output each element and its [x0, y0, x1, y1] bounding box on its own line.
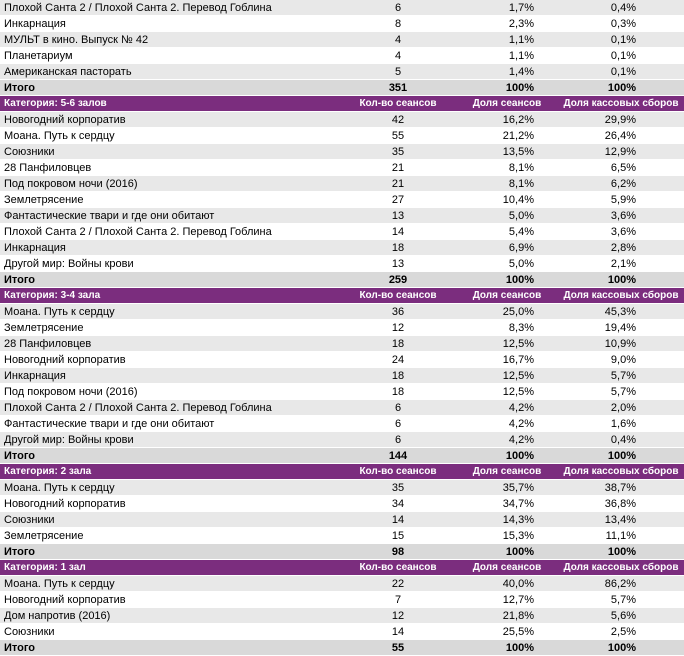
table-row: [0, 608, 684, 624]
column-header-share: Доля сеансов: [456, 560, 558, 576]
table-row: [0, 304, 684, 320]
film-title: Моана. Путь к сердцу: [0, 128, 340, 144]
sessions-count: 55: [340, 128, 456, 144]
sessions-share: 25,5%: [456, 624, 558, 640]
sessions-count: 6: [340, 416, 456, 432]
sessions-share: 13,5%: [456, 144, 558, 160]
box-office-share: 3,6%: [558, 208, 684, 224]
sessions-share: 8,3%: [456, 320, 558, 336]
box-office-share: 5,7%: [558, 592, 684, 608]
total-sessions: 351: [340, 80, 456, 96]
table-row: [0, 528, 684, 544]
sessions-count: 21: [340, 160, 456, 176]
total-sessions: 259: [340, 272, 456, 288]
sessions-share: 5,0%: [456, 256, 558, 272]
box-office-share: 0,3%: [558, 16, 684, 32]
column-header-sessions: Кол-во сеансов: [340, 288, 456, 304]
category-header: [0, 560, 684, 576]
table-row: [0, 256, 684, 272]
box-office-share: 0,1%: [558, 48, 684, 64]
film-title: Под покровом ночи (2016): [0, 176, 340, 192]
table-row: [0, 16, 684, 32]
sessions-share: 10,4%: [456, 192, 558, 208]
table-row: [0, 384, 684, 400]
sessions-share: 35,7%: [456, 480, 558, 496]
column-header-box-office: Доля кассовых сборов: [558, 96, 684, 112]
film-title: Землетрясение: [0, 192, 340, 208]
box-office-share: 19,4%: [558, 320, 684, 336]
column-header-share: Доля сеансов: [456, 288, 558, 304]
sessions-count: 21: [340, 176, 456, 192]
box-office-share: 9,0%: [558, 352, 684, 368]
box-office-share: 6,5%: [558, 160, 684, 176]
sessions-count: 35: [340, 480, 456, 496]
film-title: 28 Панфиловцев: [0, 336, 340, 352]
sessions-count: 14: [340, 224, 456, 240]
sessions-count: 34: [340, 496, 456, 512]
sessions-count: 22: [340, 576, 456, 592]
total-share: 100%: [456, 448, 558, 464]
sessions-count: 6: [340, 0, 456, 16]
total-share: 100%: [456, 80, 558, 96]
sessions-count: 4: [340, 32, 456, 48]
sessions-count: 7: [340, 592, 456, 608]
total-row: [0, 80, 684, 96]
table-row: [0, 576, 684, 592]
film-title: Моана. Путь к сердцу: [0, 480, 340, 496]
total-label: Итого: [0, 544, 340, 560]
table-row: [0, 176, 684, 192]
film-title: Дом напротив (2016): [0, 608, 340, 624]
table-row: [0, 624, 684, 640]
sessions-count: 5: [340, 64, 456, 80]
film-title: Американская пасторать: [0, 64, 340, 80]
table-row: [0, 160, 684, 176]
total-row: [0, 272, 684, 288]
table-row: [0, 32, 684, 48]
sessions-count: 13: [340, 208, 456, 224]
box-office-share: 86,2%: [558, 576, 684, 592]
film-title: Под покровом ночи (2016): [0, 384, 340, 400]
table-row: [0, 224, 684, 240]
sessions-share: 6,9%: [456, 240, 558, 256]
sessions-count: 13: [340, 256, 456, 272]
film-title: Фантастические твари и где они обитают: [0, 416, 340, 432]
sessions-share: 14,3%: [456, 512, 558, 528]
sessions-share: 1,4%: [456, 64, 558, 80]
total-box-office: 100%: [558, 272, 684, 288]
sessions-count: 6: [340, 432, 456, 448]
column-header-box-office: Доля кассовых сборов: [558, 560, 684, 576]
table-row: [0, 496, 684, 512]
table-row: [0, 352, 684, 368]
table-row: [0, 128, 684, 144]
film-title: Инкарнация: [0, 368, 340, 384]
total-row: [0, 640, 684, 656]
sessions-share: 1,1%: [456, 32, 558, 48]
table-row: [0, 240, 684, 256]
box-office-share: 2,1%: [558, 256, 684, 272]
sessions-share: 34,7%: [456, 496, 558, 512]
film-title: Планетариум: [0, 48, 340, 64]
total-box-office: 100%: [558, 80, 684, 96]
film-title: Новогодний корпоратив: [0, 112, 340, 128]
film-title: Плохой Санта 2 / Плохой Санта 2. Перевод Гоблина: [0, 224, 340, 240]
film-title: Другой мир: Войны крови: [0, 432, 340, 448]
box-office-share: 2,8%: [558, 240, 684, 256]
table-row: [0, 368, 684, 384]
sessions-share: 25,0%: [456, 304, 558, 320]
box-office-share: 0,4%: [558, 432, 684, 448]
total-label: Итого: [0, 80, 340, 96]
total-box-office: 100%: [558, 544, 684, 560]
table-row: [0, 400, 684, 416]
sessions-count: 24: [340, 352, 456, 368]
sessions-share: 12,5%: [456, 336, 558, 352]
film-title: МУЛЬТ в кино. Выпуск № 42: [0, 32, 340, 48]
table-row: [0, 512, 684, 528]
column-header-box-office: Доля кассовых сборов: [558, 288, 684, 304]
sessions-share: 4,2%: [456, 400, 558, 416]
box-office-share: 11,1%: [558, 528, 684, 544]
film-title: Моана. Путь к сердцу: [0, 576, 340, 592]
sessions-share: 5,4%: [456, 224, 558, 240]
total-sessions: 144: [340, 448, 456, 464]
sessions-share: 21,8%: [456, 608, 558, 624]
box-office-share: 5,7%: [558, 384, 684, 400]
sessions-count: 8: [340, 16, 456, 32]
total-share: 100%: [456, 640, 558, 656]
table-row: [0, 336, 684, 352]
box-office-share: 5,7%: [558, 368, 684, 384]
category-title: Категория: 5-6 залов: [0, 96, 340, 112]
column-header-sessions: Кол-во сеансов: [340, 96, 456, 112]
sessions-share: 16,2%: [456, 112, 558, 128]
box-office-share: 29,9%: [558, 112, 684, 128]
sessions-count: 18: [340, 240, 456, 256]
sessions-count: 42: [340, 112, 456, 128]
table-row: [0, 48, 684, 64]
column-header-share: Доля сеансов: [456, 96, 558, 112]
film-title: Союзники: [0, 624, 340, 640]
sessions-count: 6: [340, 400, 456, 416]
table-row: [0, 64, 684, 80]
total-row: [0, 448, 684, 464]
category-title: Категория: 2 зала: [0, 464, 340, 480]
column-header-sessions: Кол-во сеансов: [340, 464, 456, 480]
column-header-sessions: Кол-во сеансов: [340, 560, 456, 576]
table-row: [0, 192, 684, 208]
sessions-count: 35: [340, 144, 456, 160]
category-title: Категория: 3-4 зала: [0, 288, 340, 304]
sessions-share: 21,2%: [456, 128, 558, 144]
table-row: [0, 320, 684, 336]
film-title: Фантастические твари и где они обитают: [0, 208, 340, 224]
sessions-count: 18: [340, 368, 456, 384]
total-sessions: 55: [340, 640, 456, 656]
category-header: [0, 96, 684, 112]
sessions-share: 5,0%: [456, 208, 558, 224]
sessions-count: 4: [340, 48, 456, 64]
film-title: Союзники: [0, 144, 340, 160]
sessions-count: 18: [340, 384, 456, 400]
total-label: Итого: [0, 640, 340, 656]
box-office-share: 5,9%: [558, 192, 684, 208]
box-office-share: 0,4%: [558, 0, 684, 16]
box-office-share: 10,9%: [558, 336, 684, 352]
film-title: Новогодний корпоратив: [0, 352, 340, 368]
film-title: Землетрясение: [0, 320, 340, 336]
total-sessions: 98: [340, 544, 456, 560]
sessions-count: 12: [340, 320, 456, 336]
sessions-share: 4,2%: [456, 432, 558, 448]
box-office-share: 6,2%: [558, 176, 684, 192]
table-row: [0, 480, 684, 496]
film-title: Землетрясение: [0, 528, 340, 544]
sessions-share: 12,7%: [456, 592, 558, 608]
total-box-office: 100%: [558, 448, 684, 464]
box-office-share: 0,1%: [558, 32, 684, 48]
table-row: [0, 0, 684, 16]
total-label: Итого: [0, 448, 340, 464]
film-title: Новогодний корпоратив: [0, 496, 340, 512]
category-header: [0, 288, 684, 304]
film-title: Другой мир: Войны крови: [0, 256, 340, 272]
column-header-share: Доля сеансов: [456, 464, 558, 480]
table-row: [0, 208, 684, 224]
sessions-share: 8,1%: [456, 160, 558, 176]
film-title: Инкарнация: [0, 16, 340, 32]
sessions-count: 15: [340, 528, 456, 544]
film-title: Плохой Санта 2 / Плохой Санта 2. Перевод Гоблина: [0, 0, 340, 16]
box-office-share: 45,3%: [558, 304, 684, 320]
film-title: Инкарнация: [0, 240, 340, 256]
table-row: [0, 416, 684, 432]
box-office-share: 13,4%: [558, 512, 684, 528]
box-office-share: 12,9%: [558, 144, 684, 160]
total-box-office: 100%: [558, 640, 684, 656]
box-office-share: 0,1%: [558, 64, 684, 80]
table-row: [0, 144, 684, 160]
box-office-share: 36,8%: [558, 496, 684, 512]
sessions-share: 15,3%: [456, 528, 558, 544]
film-title: Моана. Путь к сердцу: [0, 304, 340, 320]
sessions-count: 36: [340, 304, 456, 320]
total-share: 100%: [456, 544, 558, 560]
sessions-share: 12,5%: [456, 384, 558, 400]
table-row: [0, 432, 684, 448]
column-header-box-office: Доля кассовых сборов: [558, 464, 684, 480]
table-row: [0, 112, 684, 128]
film-title: Новогодний корпоратив: [0, 592, 340, 608]
box-office-share: 3,6%: [558, 224, 684, 240]
sessions-share: 1,1%: [456, 48, 558, 64]
box-office-share: 5,6%: [558, 608, 684, 624]
total-label: Итого: [0, 272, 340, 288]
sessions-count: 14: [340, 512, 456, 528]
sessions-count: 14: [340, 624, 456, 640]
sessions-share: 16,7%: [456, 352, 558, 368]
box-office-share: 38,7%: [558, 480, 684, 496]
box-office-share: 1,6%: [558, 416, 684, 432]
sessions-count: 12: [340, 608, 456, 624]
category-title: Категория: 1 зал: [0, 560, 340, 576]
table-row: [0, 592, 684, 608]
category-header: [0, 464, 684, 480]
box-office-share: 2,0%: [558, 400, 684, 416]
total-row: [0, 544, 684, 560]
total-share: 100%: [456, 272, 558, 288]
box-office-share: 2,5%: [558, 624, 684, 640]
sessions-share: 40,0%: [456, 576, 558, 592]
sessions-share: 4,2%: [456, 416, 558, 432]
sessions-count: 18: [340, 336, 456, 352]
sessions-count: 27: [340, 192, 456, 208]
sessions-share: 12,5%: [456, 368, 558, 384]
film-title: Союзники: [0, 512, 340, 528]
film-title: 28 Панфиловцев: [0, 160, 340, 176]
box-office-share: 26,4%: [558, 128, 684, 144]
film-title: Плохой Санта 2 / Плохой Санта 2. Перевод Гоблина: [0, 400, 340, 416]
sessions-share: 8,1%: [456, 176, 558, 192]
sessions-share: 1,7%: [456, 0, 558, 16]
sessions-share: 2,3%: [456, 16, 558, 32]
